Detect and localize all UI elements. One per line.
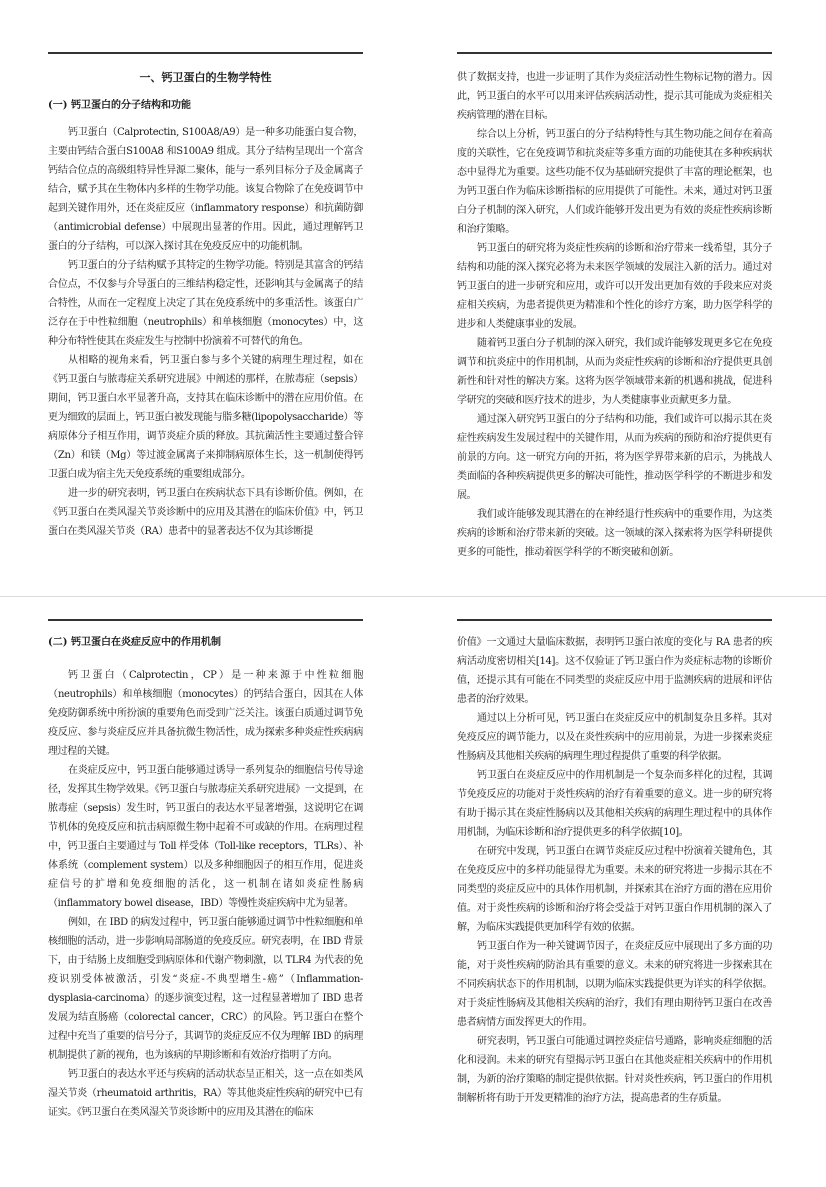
- paragraph: 从相略的视角来看，钙卫蛋白参与多个关键的病理生理过程，如在《钙卫蛋白与脓毒症关系研究进展》中阐述的那样，在脓毒症（sepsis）期间，钙卫蛋白水平显著升高，支持其在临床诊断中的潜在应用价值。在更为细致的层面上，钙卫蛋白被发现能与脂多糖(lipopolysaccharide）等病原体分子相互作用，调节炎症介质的释放。其抗菌活性主要通过螯合锌（Zn）和镁（Mg）等过渡金属离子来抑制病原体生长，这一机制使得钙卫蛋白成为宿主先天免疫系统的重要组成部分。: [48, 355, 363, 480]
- page1-top-rule: [48, 52, 363, 54]
- paragraph: 我们或许能够发现其潜在的在神经退行性疾病中的重要作用，为这类疾病的诊断和治疗带来新的突破。这一领域的深入探索将为医学科研提供更多的可能性，推动着医学科学的不断突破和创新。: [457, 509, 772, 558]
- paragraph: 例如，在 IBD 的病发过程中，钙卫蛋白能够通过调节中性粒细胞和单核细胞的活动，进一步影响局部肠道的免疫反应。研究表明，在 IBD 背景下，由于结肠上皮细胞受到病原体和代谢产物刺激，以 TLR4 为代表的免疫识别受体被激活，引发“炎症-不典型增生-癌”（Inflammation-dysplasia-carcinoma）的逐步演变过程，这一过程显著增加了 IBD 患者发展为结直肠癌（colorectal cancer，CRC）的风险。钙卫蛋白在整个过程中充当了重要的信号分子，其调节的炎症反应不仅为理解 IBD 的病理机制提供了新的视角，也为该病的早期诊断和有效治疗指明了方向。: [48, 917, 363, 1061]
- paragraph: 价值》一文通过大量临床数据，表明钙卫蛋白浓度的变化与 RA 患者的疾病活动度密切相关[14]。这不仅验证了钙卫蛋白作为炎症标志物的诊断价值，还提示其有可能在不同类型的炎症反应中用于监测疾病的进展和评估患者的治疗效果。: [457, 637, 772, 705]
- paragraph: 研究表明，钙卫蛋白可能通过调控炎症信号通路，影响炎症细胞的活化和浸润。未来的研究有望揭示钙卫蛋白在其他炎症相关疾病中的作用机制，为新的治疗策略的制定提供依据。针对炎性疾病，钙卫蛋白的作用机制解析将有助于开发更精准的治疗方法，提高患者的生存质量。: [457, 1036, 772, 1104]
- subsection-title: (一) 钙卫蛋白的分子结构和功能: [48, 100, 191, 111]
- paragraph: 钙卫蛋白的分子结构赋予其特定的生物学功能。特别是其富含的钙结合位点，不仅参与介导蛋白的三维结构稳定性，还影响其与金属离子的结合特性，从而在一定程度上决定了其在免疫系统中的多重活性。该蛋白广泛存在于中性粒细胞（neutrophils）和单核细胞（monocytes）中，这种分布特性使其在炎症发生与控制中扮演着不可替代的角色。: [48, 260, 363, 347]
- paragraph: 综合以上分析，钙卫蛋白的分子结构特性与其生物功能之间存在着高度的关联性，它在免疫调节和抗炎症等多重方面的功能使其在多种疾病状态中显得尤为重要。这些功能不仅为基础研究提供了丰富的理论框架，也为钙卫蛋白作为临床诊断指标的应用提供了可能性。未来，通过对钙卫蛋白分子机制的深入研究，人们或许能够开发出更为有效的炎症性疾病诊断和治疗策略。: [457, 129, 772, 235]
- spread-divider: [0, 596, 826, 597]
- paragraph: 在研究中发现，钙卫蛋白在调节炎症反应过程中扮演着关键角色，其在免疫反应中的多样功能显得尤为重要。未来的研究将进一步揭示其在不同类型的炎症反应中的具体作用机制，并探索其在治疗方面的潜在应用价值。对于炎性疾病的诊断和治疗将会受益于对钙卫蛋白作用机制的深入了解，为临床实践提供更加科学有效的依据。: [457, 846, 772, 933]
- paragraph: 通过深入研究钙卫蛋白的分子结构和功能，我们或许可以揭示其在炎症性疾病发生发展过程中的关键作用，从而为疾病的预防和治疗提供更有前景的方向。这一研究方向的开拓，将为医学界带来新的启示，为挑战人类面临的各种疾病提供更多的解决可能性，推动医学科学的不断进步和发展。: [457, 414, 772, 501]
- page2-top-rule: [457, 52, 772, 54]
- page-3: [48, 633, 363, 1179]
- paragraph: 随着钙卫蛋白分子机制的深入研究，我们或许能够发现更多它在免疫调节和抗炎症中的作用机制，从而为炎症性疾病的诊断和治疗提供更具创新性和针对性的解决方案。这将为医学领域带来新的机遇和挑战，促进科学研究的突破和医疗技术的进步，为人类健康事业贡献更多力量。: [457, 338, 772, 406]
- page-1: [48, 68, 363, 588]
- page4-top-rule: [457, 619, 772, 621]
- page-2: [457, 68, 772, 588]
- paragraph: 钙卫蛋白作为一种关键调节因子，在炎症反应中展现出了多方面的功能，对于炎性疾病的防治具有重要的意义。未来的研究将进一步探索其在不同疾病状态下的作用机制，以期为临床实践提供更为详实的科学依据。对于炎症性肠病及其他相关疾病的治疗，我们有理由期待钙卫蛋白在改善患者病情方面发挥更大的作用。: [457, 941, 772, 1028]
- paragraph: 供了数据支持，也进一步证明了其作为炎症活动性生物标记物的潜力。因此，钙卫蛋白的水平可以用来评估疾病活动性，提示其可能成为炎症相关疾病管理的潜在目标。: [457, 72, 772, 121]
- paragraph: 钙卫蛋白的表达水平还与疾病的活动状态呈正相关，这一点在如类风湿关节炎（rheumatoid arthritis，RA）等其他炎症性疾病的研究中已有证实。《钙卫蛋白在类风湿关节炎诊断中的应用及其潜在的临床: [48, 1069, 363, 1118]
- paragraph: 钙卫蛋白（Calprotectin, S100A8/A9）是一种多功能蛋白复合物，主要由钙结合蛋白S100A8 和S100A9 组成。其分子结构呈现出一个富含钙结合位点的高级组特异性异源二聚体，能与一系列目标分子及金属离子结合，赋予其在生物体内多样的生物学功能。该复合物除了在免疫调节中起到关键作用外，还在炎症反应（inflammatory response）和抗菌防御（antimicrobial defense）中展现出显著的作用。因此，通过理解钙卫蛋白的分子结构，可以深入探讨其在免疫反应中的功能机制。: [48, 127, 363, 252]
- page-4: [457, 633, 772, 1179]
- subsection-title: (二) 钙卫蛋白在炎症反应中的作用机制: [48, 637, 221, 648]
- section-title: 一、钙卫蛋白的生物学特性: [139, 71, 272, 84]
- page3-top-rule: [48, 619, 363, 621]
- paragraph: 通过以上分析可见，钙卫蛋白在炎症反应中的机制复杂且多样。其对免疫反应的调节能力，以及在炎性疾病中的应用前景，为进一步探索炎症性肠病及其他相关疾病的病理生理过程提供了重要的科学依据。: [457, 713, 772, 762]
- paragraph: 钙卫蛋白在炎症反应中的作用机制是一个复杂而多样化的过程，其调节免疫反应的功能对于炎性疾病的治疗有着重要的意义。进一步的研究将有助于揭示其在炎症性肠病以及其他相关疾病的病理生理过程中的具体作用机制，为临床诊断和治疗提供更多的科学依据[10]。: [457, 770, 772, 838]
- paragraph: 钙卫蛋白（Calprotectin，CP）是一种来源于中性粒细胞（neutrophils）和单核细胞（monocytes）的钙结合蛋白，因其在人体免疫防御系统中所扮演的重要角色而受到广泛关注。该蛋白质通过调节免疫反应、参与炎症反应并具备抗微生物活性，成为探索多种炎症性疾病病理过程的关键。: [48, 670, 363, 757]
- paragraph: 钙卫蛋白的研究将为炎症性疾病的诊断和治疗带来一线希望，其分子结构和功能的深入探究必将为未来医学领域的发展注入新的活力。通过对钙卫蛋白的进一步研究和应用，或许可以开发出更加有效的手段来应对炎症相关疾病，为患者提供更为精准和个性化的诊疗方案，助力医学科学的进步和人类健康事业的发展。: [457, 243, 772, 330]
- paragraph: 进一步的研究表明，钙卫蛋白在疾病状态下具有诊断价值。例如，在《钙卫蛋白在类风湿关节炎诊断中的应用及其潜在的临床价值》中，钙卫蛋白在类风湿关节炎（RA）患者中的显著表达不仅为其诊断提: [48, 488, 363, 537]
- paragraph: 在炎症反应中，钙卫蛋白能够通过诱导一系列复杂的细胞信号传导途径，发挥其生物学效果。《钙卫蛋白与脓毒症关系研究进展》一文提到，在脓毒症（sepsis）发生时，钙卫蛋白的表达水平显著增强，这说明它在调节机体的免疫反应和抗击病原微生物中起着不可或缺的作用。在病理过程中，钙卫蛋白主要通过与 Toll 样受体（Toll-like receptors，TLRs）、补体系统（complement system）以及多种细胞因子的相互作用，促进炎症信号的扩增和免疫细胞的活化，这一机制在诸如炎症性肠病（inflammatory bowel disease，IBD）等慢性炎症疾病中尤为显著。: [48, 765, 363, 909]
